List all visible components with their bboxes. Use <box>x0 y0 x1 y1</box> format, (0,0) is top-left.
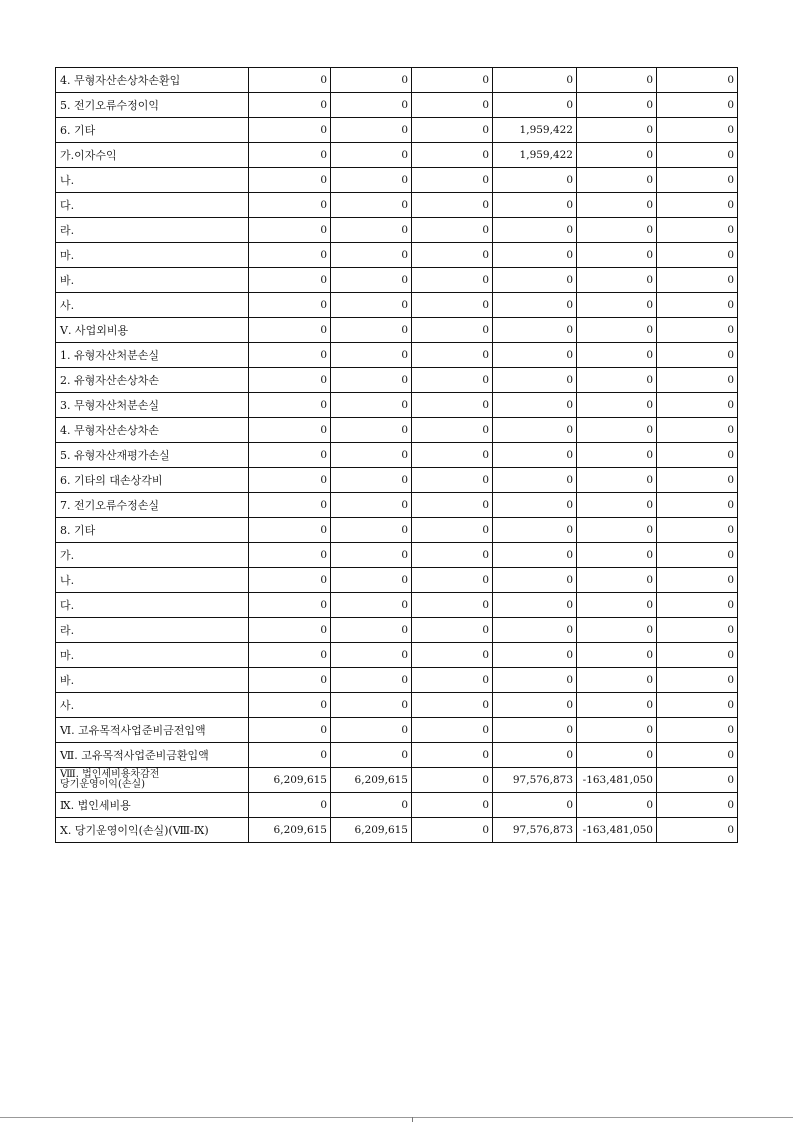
table-row <box>56 643 738 668</box>
value-cell: 0 <box>412 568 493 593</box>
value-cell: 0 <box>493 393 577 418</box>
table-row <box>56 468 738 493</box>
value-cell: 0 <box>331 643 412 668</box>
value-cell: 0 <box>331 243 412 268</box>
table-row <box>56 668 738 693</box>
value-cell: 0 <box>331 368 412 393</box>
page-footer-tick <box>412 1117 413 1122</box>
value-cell: 0 <box>331 68 412 93</box>
value-cell: 0 <box>493 68 577 93</box>
income-statement-table <box>55 67 738 843</box>
row-label: 6. 기타 <box>56 118 249 143</box>
row-label: 가. <box>56 543 249 568</box>
value-cell: 0 <box>331 718 412 743</box>
row-label: 4. 무형자산손상차손환입 <box>56 68 249 93</box>
value-cell: 0 <box>412 143 493 168</box>
value-cell: 0 <box>493 743 577 768</box>
value-cell: 0 <box>493 493 577 518</box>
value-cell: 0 <box>331 118 412 143</box>
table-row <box>56 68 738 93</box>
value-cell: 0 <box>412 468 493 493</box>
table-row <box>56 568 738 593</box>
value-cell: 0 <box>412 343 493 368</box>
value-cell: 0 <box>249 268 331 293</box>
table-row <box>56 393 738 418</box>
value-cell: 0 <box>331 468 412 493</box>
value-cell: 0 <box>577 368 657 393</box>
value-cell: 97,576,873 <box>493 768 577 793</box>
value-cell: 0 <box>577 443 657 468</box>
value-cell: 0 <box>657 318 738 343</box>
value-cell: 0 <box>331 168 412 193</box>
value-cell: 0 <box>657 68 738 93</box>
value-cell: 0 <box>577 68 657 93</box>
value-cell: 0 <box>249 243 331 268</box>
value-cell: 0 <box>249 643 331 668</box>
value-cell: 0 <box>249 168 331 193</box>
value-cell: 0 <box>249 318 331 343</box>
value-cell: 0 <box>249 493 331 518</box>
value-cell: 0 <box>657 293 738 318</box>
value-cell: 0 <box>657 493 738 518</box>
value-cell: 0 <box>249 743 331 768</box>
value-cell: 0 <box>493 593 577 618</box>
value-cell: 0 <box>249 593 331 618</box>
table-row <box>56 768 738 793</box>
value-cell: 0 <box>657 768 738 793</box>
value-cell: 0 <box>657 118 738 143</box>
value-cell: 0 <box>412 68 493 93</box>
value-cell: 0 <box>412 93 493 118</box>
value-cell: 6,209,615 <box>331 818 412 843</box>
value-cell: 0 <box>249 718 331 743</box>
value-cell: 0 <box>412 643 493 668</box>
value-cell: 0 <box>249 418 331 443</box>
value-cell: 0 <box>657 568 738 593</box>
value-cell: 0 <box>657 593 738 618</box>
value-cell: 0 <box>577 143 657 168</box>
value-cell: 0 <box>249 393 331 418</box>
value-cell: 0 <box>657 168 738 193</box>
value-cell: 0 <box>412 318 493 343</box>
value-cell: 0 <box>657 93 738 118</box>
value-cell: 0 <box>331 293 412 318</box>
value-cell: 0 <box>657 518 738 543</box>
value-cell: 0 <box>331 793 412 818</box>
value-cell: 0 <box>577 293 657 318</box>
value-cell: 0 <box>412 818 493 843</box>
value-cell: 0 <box>657 243 738 268</box>
value-cell: 0 <box>493 243 577 268</box>
value-cell: 0 <box>331 443 412 468</box>
value-cell: 0 <box>577 168 657 193</box>
value-cell: 0 <box>493 443 577 468</box>
table-row <box>56 243 738 268</box>
value-cell: 0 <box>493 93 577 118</box>
row-label: 4. 무형자산손상차손 <box>56 418 249 443</box>
value-cell: 0 <box>657 193 738 218</box>
value-cell: 0 <box>657 393 738 418</box>
value-cell: 0 <box>412 243 493 268</box>
table-row <box>56 268 738 293</box>
value-cell: 0 <box>331 518 412 543</box>
table-row <box>56 518 738 543</box>
value-cell: 0 <box>249 193 331 218</box>
table-row <box>56 543 738 568</box>
value-cell: 0 <box>493 793 577 818</box>
row-label: Ⅹ. 당기운영이익(손실)(Ⅷ-Ⅸ) <box>56 818 249 843</box>
table-row <box>56 593 738 618</box>
value-cell: 0 <box>493 343 577 368</box>
value-cell: 0 <box>577 493 657 518</box>
value-cell: 0 <box>412 268 493 293</box>
value-cell: 0 <box>577 793 657 818</box>
value-cell: 0 <box>577 243 657 268</box>
value-cell: -163,481,050 <box>577 818 657 843</box>
table-row <box>56 443 738 468</box>
value-cell: 1,959,422 <box>493 143 577 168</box>
value-cell: 0 <box>577 643 657 668</box>
table-row <box>56 168 738 193</box>
table-row <box>56 618 738 643</box>
row-label: 마. <box>56 643 249 668</box>
value-cell: 0 <box>577 418 657 443</box>
value-cell: 0 <box>412 668 493 693</box>
row-label: 라. <box>56 618 249 643</box>
table-row <box>56 718 738 743</box>
row-label: Ⅴ. 사업외비용 <box>56 318 249 343</box>
value-cell: 0 <box>412 193 493 218</box>
table-row <box>56 343 738 368</box>
value-cell: 0 <box>249 618 331 643</box>
row-label: 8. 기타 <box>56 518 249 543</box>
value-cell: 0 <box>657 818 738 843</box>
row-label: 5. 유형자산재평가손실 <box>56 443 249 468</box>
value-cell: 0 <box>493 268 577 293</box>
value-cell: 0 <box>577 693 657 718</box>
value-cell: 0 <box>331 693 412 718</box>
row-label: 가.이자수익 <box>56 143 249 168</box>
value-cell: 0 <box>412 793 493 818</box>
value-cell: 0 <box>249 143 331 168</box>
value-cell: 0 <box>493 318 577 343</box>
value-cell: 0 <box>331 93 412 118</box>
page-footer-rule <box>0 1117 793 1118</box>
value-cell: 0 <box>249 468 331 493</box>
value-cell: 0 <box>249 118 331 143</box>
value-cell: 0 <box>249 543 331 568</box>
value-cell: 0 <box>577 718 657 743</box>
row-label: Ⅸ. 법인세비용 <box>56 793 249 818</box>
value-cell: 0 <box>657 618 738 643</box>
value-cell: 0 <box>412 418 493 443</box>
table-row <box>56 218 738 243</box>
value-cell: 0 <box>577 543 657 568</box>
value-cell: 0 <box>331 668 412 693</box>
value-cell: 0 <box>331 743 412 768</box>
value-cell: 0 <box>493 568 577 593</box>
row-label: 라. <box>56 218 249 243</box>
value-cell: 0 <box>657 643 738 668</box>
value-cell: 0 <box>249 568 331 593</box>
value-cell: 0 <box>577 668 657 693</box>
row-label: 다. <box>56 593 249 618</box>
row-label: 2. 유형자산손상차손 <box>56 368 249 393</box>
value-cell: 0 <box>412 393 493 418</box>
value-cell: 0 <box>331 543 412 568</box>
value-cell: 0 <box>577 218 657 243</box>
value-cell: 6,209,615 <box>331 768 412 793</box>
table-row <box>56 493 738 518</box>
value-cell: 0 <box>249 343 331 368</box>
value-cell: 0 <box>493 418 577 443</box>
value-cell: 0 <box>657 418 738 443</box>
value-cell: 0 <box>493 643 577 668</box>
value-cell: 0 <box>577 393 657 418</box>
value-cell: 0 <box>331 143 412 168</box>
value-cell: 0 <box>331 218 412 243</box>
value-cell: 0 <box>249 443 331 468</box>
value-cell: 0 <box>657 218 738 243</box>
table-row <box>56 368 738 393</box>
value-cell: 0 <box>412 593 493 618</box>
row-label: 6. 기타의 대손상각비 <box>56 468 249 493</box>
value-cell: 0 <box>657 268 738 293</box>
value-cell: 0 <box>493 368 577 393</box>
value-cell: 0 <box>412 743 493 768</box>
row-label: 1. 유형자산처분손실 <box>56 343 249 368</box>
value-cell: 0 <box>657 343 738 368</box>
value-cell: 0 <box>412 368 493 393</box>
value-cell: 0 <box>412 118 493 143</box>
value-cell: 0 <box>412 693 493 718</box>
value-cell: 97,576,873 <box>493 818 577 843</box>
row-label: 사. <box>56 693 249 718</box>
value-cell: 0 <box>657 693 738 718</box>
table-row <box>56 743 738 768</box>
value-cell: 0 <box>249 793 331 818</box>
value-cell: 0 <box>577 268 657 293</box>
row-label: 바. <box>56 668 249 693</box>
value-cell: 0 <box>493 518 577 543</box>
row-label: 나. <box>56 568 249 593</box>
value-cell: 0 <box>249 218 331 243</box>
row-label: 나. <box>56 168 249 193</box>
value-cell: 0 <box>331 268 412 293</box>
value-cell: 0 <box>577 568 657 593</box>
value-cell: 0 <box>331 418 412 443</box>
value-cell: 0 <box>331 343 412 368</box>
row-label: 사. <box>56 293 249 318</box>
value-cell: 0 <box>412 618 493 643</box>
table-row <box>56 693 738 718</box>
value-cell: 0 <box>657 143 738 168</box>
table-row <box>56 293 738 318</box>
table-row <box>56 143 738 168</box>
value-cell: 0 <box>331 618 412 643</box>
value-cell: 0 <box>577 193 657 218</box>
value-cell: 0 <box>249 668 331 693</box>
value-cell: 0 <box>331 493 412 518</box>
table-row <box>56 793 738 818</box>
value-cell: 0 <box>412 218 493 243</box>
value-cell: 0 <box>331 593 412 618</box>
value-cell: 0 <box>331 393 412 418</box>
value-cell: 0 <box>412 543 493 568</box>
value-cell: 6,209,615 <box>249 818 331 843</box>
value-cell: 0 <box>657 743 738 768</box>
value-cell: 0 <box>412 518 493 543</box>
table-body <box>56 68 738 843</box>
value-cell: 0 <box>493 668 577 693</box>
value-cell: 0 <box>412 718 493 743</box>
value-cell: 0 <box>249 518 331 543</box>
row-label: Ⅶ. 고유목적사업준비금환입액 <box>56 743 249 768</box>
value-cell: 0 <box>493 293 577 318</box>
row-label: 바. <box>56 268 249 293</box>
value-cell: 0 <box>249 93 331 118</box>
value-cell: 0 <box>577 343 657 368</box>
value-cell: 0 <box>493 693 577 718</box>
value-cell: 0 <box>577 518 657 543</box>
row-label: 다. <box>56 193 249 218</box>
value-cell: 0 <box>577 318 657 343</box>
table-row <box>56 318 738 343</box>
value-cell: 0 <box>657 468 738 493</box>
row-label: 3. 무형자산처분손실 <box>56 393 249 418</box>
value-cell: 0 <box>657 543 738 568</box>
value-cell: 0 <box>577 593 657 618</box>
value-cell: 0 <box>577 743 657 768</box>
value-cell: 0 <box>657 718 738 743</box>
value-cell: 0 <box>249 368 331 393</box>
value-cell: 0 <box>493 218 577 243</box>
row-label: 5. 전기오류수정이익 <box>56 93 249 118</box>
value-cell: 0 <box>412 443 493 468</box>
value-cell: 0 <box>577 618 657 643</box>
value-cell: 0 <box>657 368 738 393</box>
value-cell: 0 <box>577 93 657 118</box>
value-cell: 0 <box>249 68 331 93</box>
value-cell: 0 <box>249 293 331 318</box>
row-label: Ⅵ. 고유목적사업준비금전입액 <box>56 718 249 743</box>
value-cell: 6,209,615 <box>249 768 331 793</box>
value-cell: 0 <box>331 318 412 343</box>
value-cell: 1,959,422 <box>493 118 577 143</box>
value-cell: 0 <box>412 493 493 518</box>
value-cell: 0 <box>493 193 577 218</box>
value-cell: 0 <box>493 468 577 493</box>
value-cell: 0 <box>249 693 331 718</box>
value-cell: 0 <box>493 543 577 568</box>
value-cell: 0 <box>657 793 738 818</box>
table-row <box>56 193 738 218</box>
table-row <box>56 418 738 443</box>
value-cell: -163,481,050 <box>577 768 657 793</box>
row-label: 7. 전기오류수정손실 <box>56 493 249 518</box>
table-row <box>56 818 738 843</box>
value-cell: 0 <box>577 468 657 493</box>
value-cell: 0 <box>412 168 493 193</box>
value-cell: 0 <box>577 118 657 143</box>
row-label: Ⅷ. 법인세비용차감전 당기운영이익(손실) <box>56 768 249 793</box>
table-row <box>56 93 738 118</box>
value-cell: 0 <box>493 718 577 743</box>
value-cell: 0 <box>493 168 577 193</box>
value-cell: 0 <box>657 443 738 468</box>
value-cell: 0 <box>493 618 577 643</box>
value-cell: 0 <box>331 568 412 593</box>
value-cell: 0 <box>331 193 412 218</box>
value-cell: 0 <box>412 293 493 318</box>
value-cell: 0 <box>412 768 493 793</box>
value-cell: 0 <box>657 668 738 693</box>
table-row <box>56 118 738 143</box>
row-label: 마. <box>56 243 249 268</box>
